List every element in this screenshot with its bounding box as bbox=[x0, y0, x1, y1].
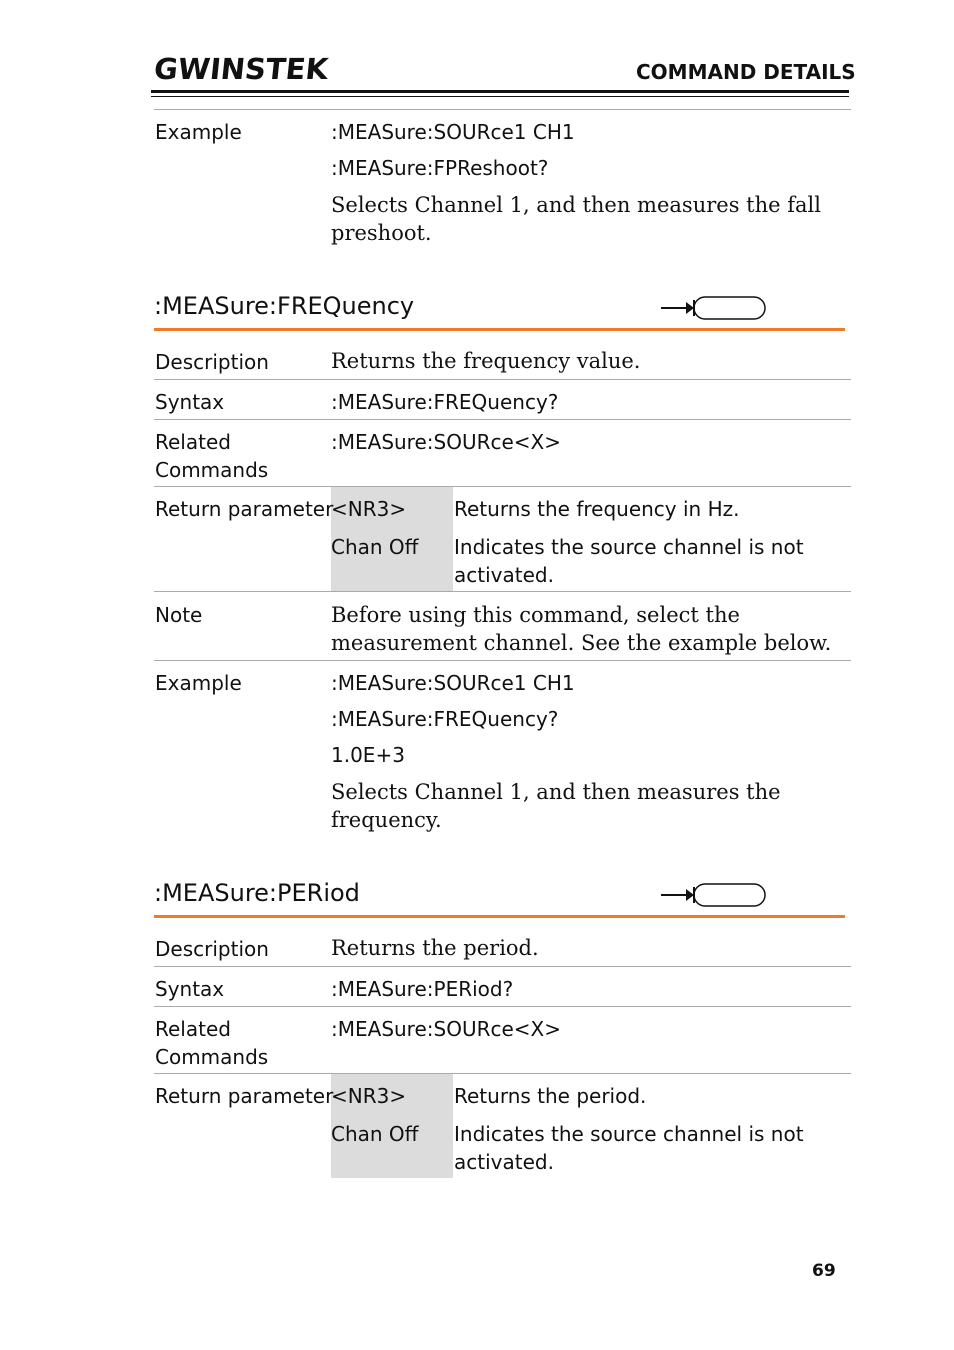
header-rule-thin bbox=[151, 96, 849, 97]
related-commands: :MEASure:SOURce<X> bbox=[331, 430, 561, 454]
note-text: Before using this command, select the measurement channel. See the example below. bbox=[331, 603, 832, 655]
divider bbox=[154, 1006, 851, 1007]
syntax-text: :MEASure:FREQuency? bbox=[331, 390, 559, 414]
return-param-desc: Returns the period. bbox=[454, 1084, 647, 1108]
syntax-text: :MEASure:PERiod? bbox=[331, 977, 514, 1001]
divider bbox=[154, 1073, 851, 1074]
example-line: 1.0E+3 bbox=[331, 743, 405, 767]
return-param-desc: Indicates the source channel is not activated. bbox=[454, 535, 804, 587]
example-line: :MEASure:SOURce1 CH1 bbox=[331, 671, 575, 695]
prev-example-desc: Selects Channel 1, and then measures the fall preshoot. bbox=[331, 193, 821, 245]
description-text: Returns the period. bbox=[331, 936, 539, 960]
related-label: Related Commands bbox=[155, 430, 269, 482]
prev-example-line: :MEASure:FPReshoot? bbox=[331, 156, 549, 180]
header-rule-thick bbox=[151, 90, 849, 93]
return-param-desc: Returns the frequency in Hz. bbox=[454, 497, 740, 521]
return-parameter-label: Return parameter bbox=[155, 1084, 334, 1108]
related-commands: :MEASure:SOURce<X> bbox=[331, 1017, 561, 1041]
description-label: Description bbox=[155, 937, 269, 961]
related-label: Related Commands bbox=[155, 1017, 269, 1069]
example-label: Example bbox=[155, 671, 242, 695]
return-param: Chan Off bbox=[331, 535, 419, 559]
section-header: COMMAND DETAILS bbox=[636, 60, 856, 84]
return-parameter-label: Return parameter bbox=[155, 497, 334, 521]
example-desc: Selects Channel 1, and then measures the frequency. bbox=[331, 780, 781, 832]
section-accent-rule bbox=[154, 915, 845, 918]
return-param: <NR3> bbox=[331, 497, 407, 521]
query-icon bbox=[660, 294, 770, 322]
divider bbox=[154, 660, 851, 661]
divider bbox=[154, 109, 851, 110]
syntax-label: Syntax bbox=[155, 390, 225, 414]
prev-example-line: :MEASure:SOURce1 CH1 bbox=[331, 120, 575, 144]
command-title-frequency: :MEASure:FREQuency bbox=[154, 292, 415, 320]
command-title-period: :MEASure:PERiod bbox=[154, 879, 360, 907]
example-line: :MEASure:FREQuency? bbox=[331, 707, 559, 731]
gw-instek-logo: GWINSTEK bbox=[152, 52, 330, 86]
note-label: Note bbox=[155, 603, 203, 627]
divider bbox=[154, 486, 851, 487]
return-param-desc: Indicates the source channel is not activated. bbox=[454, 1122, 804, 1174]
return-param: Chan Off bbox=[331, 1122, 419, 1146]
return-param: <NR3> bbox=[331, 1084, 407, 1108]
page-number: 69 bbox=[812, 1261, 836, 1281]
divider bbox=[154, 966, 851, 967]
divider bbox=[154, 419, 851, 420]
description-label: Description bbox=[155, 350, 269, 374]
syntax-label: Syntax bbox=[155, 977, 225, 1001]
divider bbox=[154, 379, 851, 380]
description-text: Returns the frequency value. bbox=[331, 349, 641, 373]
divider bbox=[154, 591, 851, 592]
section-accent-rule bbox=[154, 328, 845, 331]
prev-example-label: Example bbox=[155, 120, 242, 144]
query-icon bbox=[660, 881, 770, 909]
